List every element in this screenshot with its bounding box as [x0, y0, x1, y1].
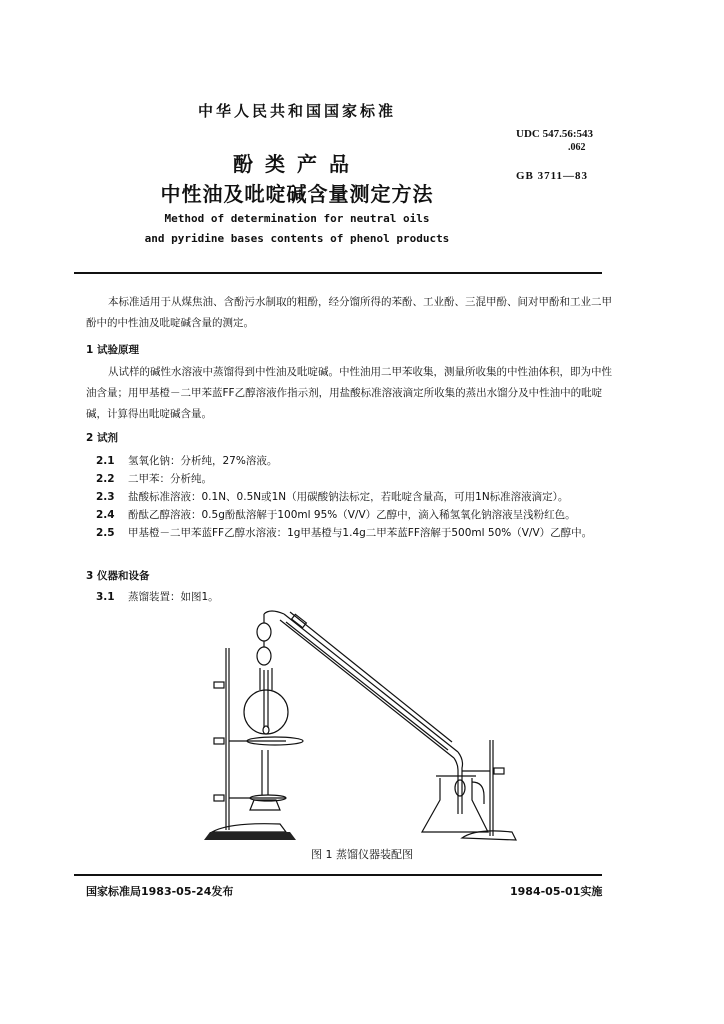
item-number: 2.4 — [96, 509, 115, 521]
round-bottom-flask — [244, 690, 288, 734]
list-item — [96, 506, 620, 524]
list-item — [96, 488, 620, 506]
udc-code-line2: .062 — [568, 142, 586, 153]
section-3-title: 3 仪器和设备 — [86, 570, 150, 582]
item-text: 二甲苯：分析纯。 — [128, 473, 212, 485]
intro-paragraph: 本标准适用于从煤焦油、含酚污水制取的粗酚，经分馏所得的苯酚、工业酚、三混甲酚、间对甲酚和工业二甲酚中的中性油及吡啶碱含量的测定。 — [86, 296, 612, 329]
item-number: 3.1 — [96, 591, 115, 603]
still-head-bulb — [257, 647, 271, 665]
item-number: 2.2 — [96, 473, 115, 485]
title-english-line2: and pyridine bases contents of phenol products — [144, 232, 450, 245]
condenser-tube — [284, 614, 458, 752]
title-english-line1: Method of determination for neutral oils — [164, 212, 430, 225]
header-divider — [74, 272, 602, 274]
clamp — [214, 795, 224, 801]
list-item — [96, 452, 620, 470]
gb-number: GB 3711—83 — [516, 170, 589, 182]
item-number: 2.3 — [96, 491, 115, 503]
item-text: 酚酞乙醇溶液：0.5g酚酞溶解于100ml 95%（V/V）乙醇中，滴入稀氢氧化钠溶液呈浅粉红色。 — [128, 509, 576, 521]
left-stand-base — [212, 824, 286, 832]
section-2-title: 2 试剂 — [86, 432, 118, 444]
item-number: 2.5 — [96, 527, 115, 539]
list-item — [96, 470, 620, 488]
distillation-apparatus-figure — [200, 600, 520, 845]
adapter-tube — [458, 752, 463, 814]
list-item — [96, 524, 620, 542]
clamp — [494, 768, 504, 774]
title-main: 中性油及吡啶碱含量测定方法 — [160, 182, 434, 206]
item-text: 盐酸标准溶液：0.1N、0.5N或1N（用碳酸钠法标定，若吡啶含量高，可用1N标准溶液滴定）。 — [128, 491, 569, 503]
footer-divider — [74, 874, 602, 876]
clamp — [214, 738, 224, 744]
issue-date: 国家标准局1983-05-24发布 — [86, 885, 234, 898]
item-text: 氢氧化钠：分析纯，27%溶液。 — [128, 455, 278, 467]
item-number: 2.1 — [96, 455, 115, 467]
clamp — [214, 682, 224, 688]
item-text: 蒸馏装置：如图1。 — [128, 591, 219, 603]
section-1-title: 1 试验原理 — [86, 344, 139, 356]
udc-code-line1: UDC 547.56:543 — [516, 128, 593, 140]
item-text: 甲基橙－二甲苯蓝FF乙醇水溶液：1g甲基橙与1.4g二甲苯蓝FF溶解于500ml 50%（V/V）乙醇中。 — [128, 527, 593, 539]
section-1-text: 从试样的碱性水溶液中蒸馏得到中性油及吡啶碱。中性油用二甲苯收集，测量所收集的中性油体积，即为中性油含量；用甲基橙－二甲苯蓝FF乙醇溶液作指示剂，用盐酸标准溶液滴定所收集的蒸出水馏分及中性油中的吡啶碱，计算得出吡啶碱含量。 — [86, 366, 612, 420]
effective-date: 1984-05-01实施 — [510, 885, 603, 898]
title-category: 酚类产品 — [233, 152, 361, 176]
standard-org-heading: 中华人民共和国国家标准 — [197, 102, 396, 120]
figure-caption: 图 1 蒸馏仪器装配图 — [311, 848, 413, 861]
